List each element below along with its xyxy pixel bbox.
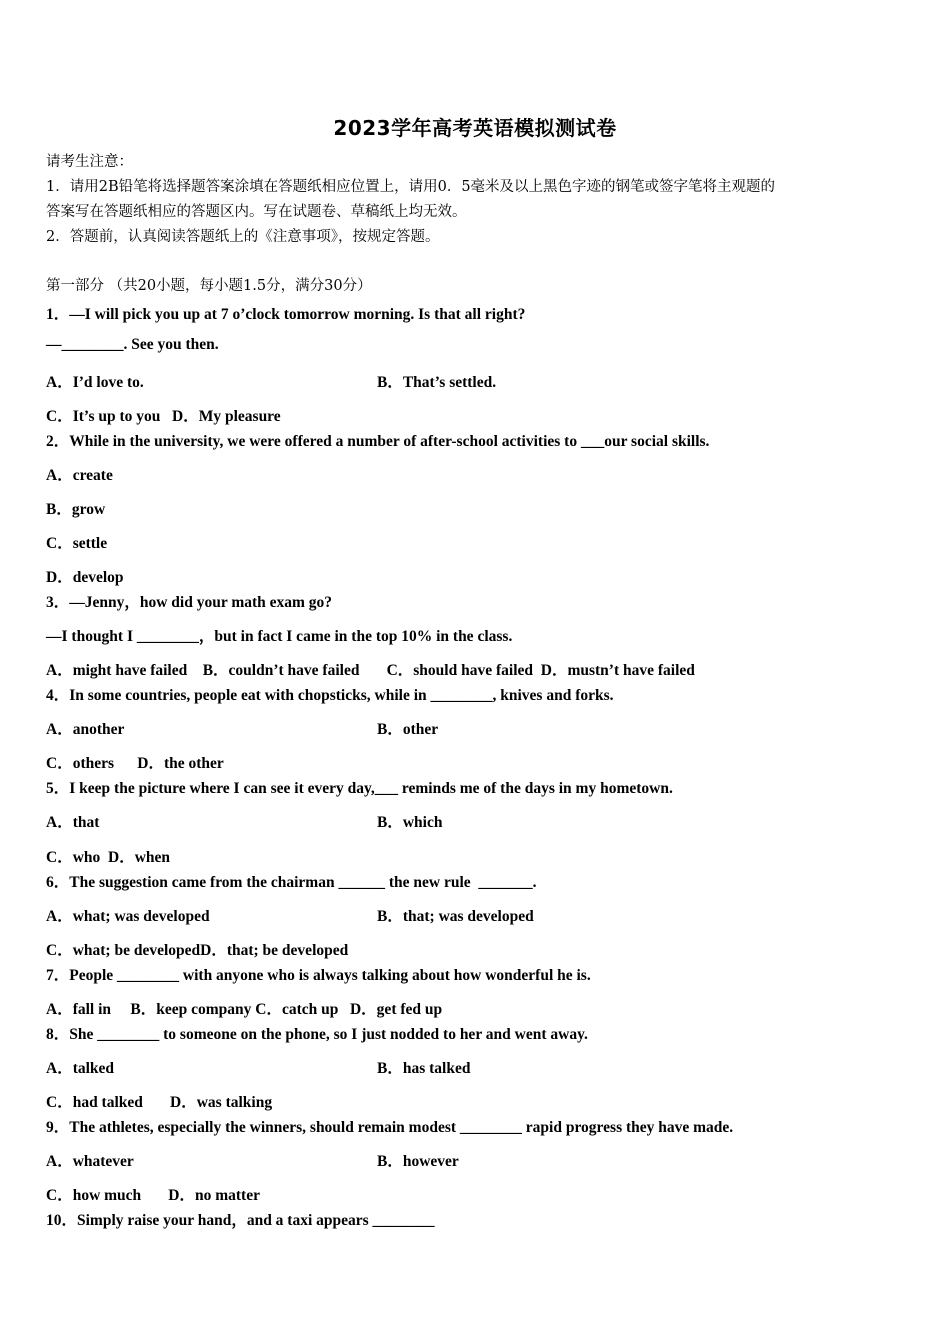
question-2-option-b: B．grow xyxy=(46,501,106,518)
question-4-stem: 4．In some countries, people eat with chopsticks, while in ________, knives and forks. xyxy=(46,687,614,704)
question-8-option-cd: C．had talked D．was talking xyxy=(46,1094,273,1111)
question-4-option-a: A．another xyxy=(46,721,125,738)
question-1-stem: 1．—I will pick you up at 7 o’clock tomorrow morning. Is that all right? xyxy=(46,306,526,323)
question-3-stem: 3．—Jenny，how did your math exam go? xyxy=(46,594,333,611)
question-3-options: A．might have failed B．couldn’t have failed C．should have failed D．mustn’t have failed xyxy=(46,662,695,679)
question-8-option-b: B．has talked xyxy=(377,1060,471,1077)
question-10-stem: 10．Simply raise your hand，and a taxi appears ________ xyxy=(46,1212,435,1229)
notice-heading: 请考生注意： xyxy=(46,154,133,170)
question-6-option-cd: C．what; be developedD．that; be developed xyxy=(46,942,349,959)
question-9-option-a: A．whatever xyxy=(46,1153,134,1170)
question-8-option-a: A．talked xyxy=(46,1060,115,1077)
question-4-option-cd: C．others D．the other xyxy=(46,755,224,772)
question-9-option-cd: C．how much D．no matter xyxy=(46,1187,260,1204)
question-5-option-cd: C．who D．when xyxy=(46,849,171,866)
question-1-option-b: B．That’s settled. xyxy=(377,374,497,391)
question-7-options: A．fall in B．keep company C．catch up D．get fed up xyxy=(46,1001,443,1018)
question-4-option-b: B．other xyxy=(377,721,439,738)
question-6-option-a: A．what; was developed xyxy=(46,908,210,925)
notice-line-3: 2．答题前，认真阅读答题纸上的《注意事项》，按规定答题。 xyxy=(46,229,440,245)
question-8-stem: 8．She ________ to someone on the phone, so I just nodded to her and went away. xyxy=(46,1026,588,1043)
section-heading: 第一部分 （共20小题，每小题1.5分，满分30分） xyxy=(46,278,372,294)
question-1-option-a: A．I’d love to. xyxy=(46,374,144,391)
question-2-option-d: D．develop xyxy=(46,569,124,586)
question-6-stem: 6．The suggestion came from the chairman ______ the new rule _______. xyxy=(46,874,537,891)
question-2-stem: 2．While in the university, we were offered a number of after-school activities to ___our social skills. xyxy=(46,433,710,450)
question-5-option-b: B．which xyxy=(377,814,443,831)
exam-title: 2023学年高考英语模拟测试卷 xyxy=(333,116,617,140)
question-5-option-a: A．that xyxy=(46,814,100,831)
question-2-option-a: A．create xyxy=(46,467,113,484)
question-1-reply: —________. See you then. xyxy=(46,336,219,353)
notice-line-2: 答案写在答题纸相应的答题区内。写在试题卷、草稿纸上均无效。 xyxy=(46,204,467,220)
question-9-option-b: B．however xyxy=(377,1153,459,1170)
question-2-option-c: C．settle xyxy=(46,535,108,552)
question-5-stem: 5．I keep the picture where I can see it every day,___ reminds me of the days in my hometown. xyxy=(46,780,673,797)
question-7-stem: 7．People ________ with anyone who is always talking about how wonderful he is. xyxy=(46,967,591,984)
question-6-option-b: B．that; was developed xyxy=(377,908,534,925)
notice-line-1: 1．请用2B铅笔将选择题答案涂填在答题纸相应位置上，请用0．5毫米及以上黑色字迹的钢笔或签字笔将主观题的 xyxy=(46,179,776,195)
question-3-reply: —I thought I ________，but in fact I came in the top 10% in the class. xyxy=(46,628,513,645)
question-1-option-cd: C．It’s up to you D．My pleasure xyxy=(46,408,281,425)
question-9-stem: 9．The athletes, especially the winners, should remain modest ________ rapid progress they have made. xyxy=(46,1119,734,1136)
